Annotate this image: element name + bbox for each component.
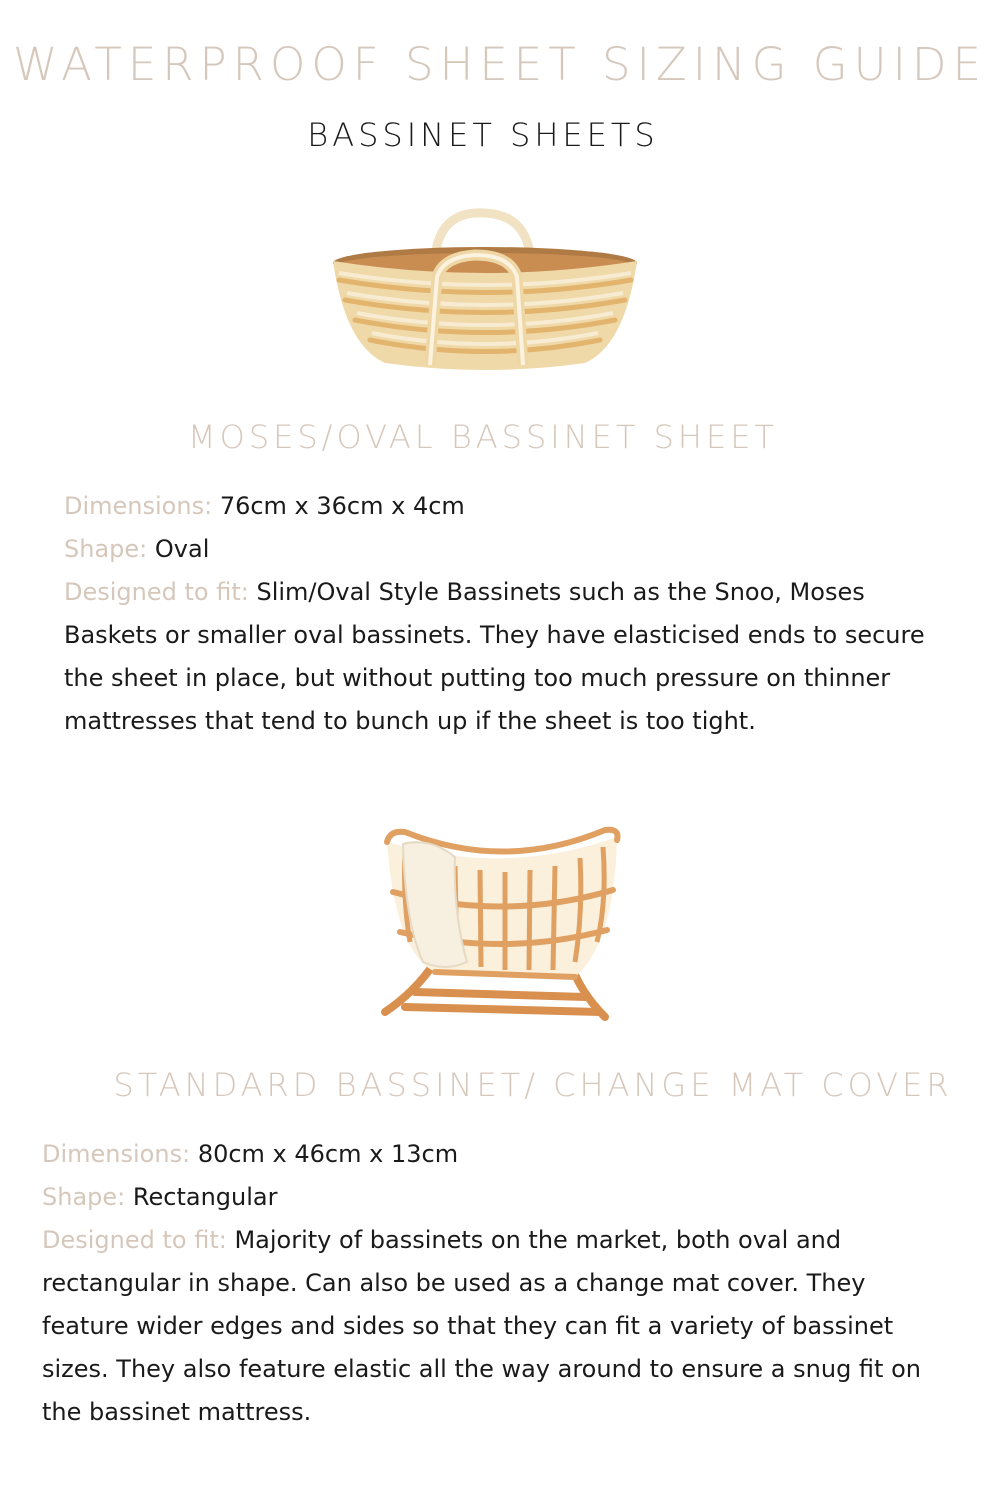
fit-row (64, 571, 944, 743)
shape-value: Oval (154, 535, 210, 563)
dimensions-label: Dimensions: (64, 492, 213, 520)
shape-label: Shape: (64, 535, 148, 563)
section-heading-standard: STANDARD BASSINET/ CHANGE MAT COVER (113, 1066, 953, 1104)
moses-basket-illustration (325, 205, 645, 375)
shape-row (42, 1176, 942, 1219)
standard-details (42, 1133, 942, 1434)
fit-row (42, 1219, 942, 1434)
page-subtitle: BASSINET SHEETS (307, 116, 659, 154)
shape-row (64, 528, 944, 571)
dimensions-row (42, 1133, 942, 1176)
fit-label: Designed to fit: (42, 1226, 227, 1254)
section-heading-moses: MOSES/OVAL BASSINET SHEET (188, 418, 778, 456)
shape-value: Rectangular (132, 1183, 278, 1211)
fit-value: Majority of bassinets on the market, both oval and rectangular in shape. Can also be used as a change mat cover. They feature wider edges and sides so that they can fit a variety of bassinet sizes. They also feature elastic all the way around to ensure a snug fit on the bassinet mattress. (42, 1226, 921, 1426)
dimensions-value: 80cm x 46cm x 13cm (197, 1140, 459, 1168)
fit-label: Designed to fit: (64, 578, 249, 606)
page-title: WATERPROOF SHEET SIZING GUIDE (13, 38, 987, 91)
dimensions-label: Dimensions: (42, 1140, 191, 1168)
dimensions-value: 76cm x 36cm x 4cm (219, 492, 465, 520)
shape-label: Shape: (42, 1183, 126, 1211)
fit-value: Slim/Oval Style Bassinets such as the Snoo, Moses Baskets or smaller oval bassinets. They have elasticised ends to secure the sheet in place, but without putting too much pressure on thinner mattresses that tend to bunch up if the sheet is too tight. (64, 578, 925, 735)
dimensions-row (64, 485, 944, 528)
moses-details (64, 485, 944, 743)
rattan-bassinet-illustration (375, 822, 625, 1032)
